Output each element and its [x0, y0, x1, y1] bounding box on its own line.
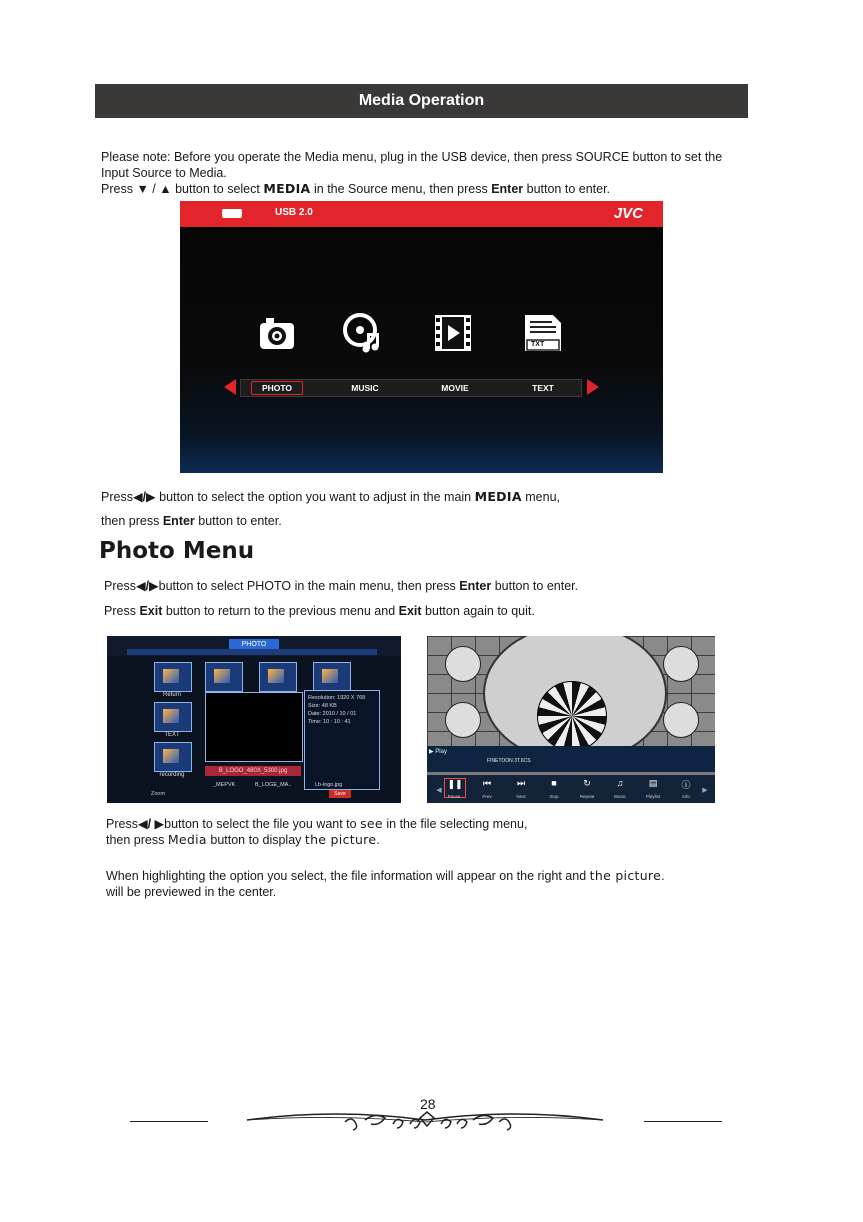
playlist-icon[interactable]: ▤ — [648, 778, 658, 788]
next-icon[interactable]: ⏭ — [516, 778, 526, 788]
file-label[interactable]: B_LOGE_MA.. — [255, 782, 292, 788]
viewer-file-name: FINETOON 3T.6CS — [487, 758, 531, 764]
file-label[interactable]: Lb-logo.jpg — [315, 782, 343, 788]
thumbnail-label: recording — [159, 772, 185, 778]
picture-word: the picture — [304, 832, 377, 847]
select-option-line-2 — [101, 513, 282, 529]
exit-keyword: Exit — [398, 604, 422, 618]
viewer-control-bar — [427, 775, 715, 803]
viewer-left-arrow-icon[interactable]: ◀ — [436, 787, 442, 794]
text: in the Source menu, then press — [310, 182, 492, 196]
page-number: 28 — [420, 1096, 436, 1112]
menu-item-movie[interactable]: MOVIE — [441, 383, 469, 393]
arrow-keys-icon: ◀/▶ — [132, 490, 156, 504]
menu-left-arrow-icon[interactable] — [224, 379, 236, 395]
stop-icon[interactable]: ■ — [551, 778, 557, 788]
camera-icon[interactable] — [257, 313, 297, 353]
text: button to enter. — [194, 514, 282, 528]
info-time: Time: 10 : 10 : 41 — [308, 719, 351, 725]
usb-icon — [222, 209, 242, 218]
file-label[interactable]: _MEPVK — [213, 782, 236, 788]
thumbnail[interactable] — [313, 662, 351, 692]
media-keyword: MEDIA — [474, 489, 522, 504]
highlight-line-2: will be previewed in the center. — [106, 885, 277, 899]
control-label: Repeat — [579, 794, 595, 799]
photo-viewer-screenshot — [427, 636, 715, 803]
text: button to select the file you want to — [164, 817, 361, 831]
see-word: see — [360, 816, 383, 831]
test-pattern-corner — [445, 702, 481, 738]
brand-logo: JVC — [613, 205, 643, 222]
text: button to select the option you want to adjust in the main — [155, 490, 475, 504]
test-pattern-corner — [663, 702, 699, 738]
section-title: Media Operation — [358, 92, 485, 109]
music-icon[interactable]: ♫ — [616, 778, 624, 788]
usb-label: USB 2.0 — [275, 207, 313, 218]
picture-word: the picture — [589, 868, 662, 883]
media-top-bar — [180, 201, 663, 227]
text: Press — [104, 579, 136, 593]
highlight-line-1 — [106, 868, 665, 884]
photo-browser-screenshot — [107, 636, 401, 803]
photo-menu-line-1 — [104, 578, 578, 594]
enter-keyword: Enter — [162, 514, 195, 528]
file-select-line-2 — [106, 832, 380, 848]
text: Press — [101, 182, 137, 196]
intro-line-3 — [101, 181, 610, 197]
control-label: Info — [682, 794, 690, 799]
play-label: Play — [435, 749, 447, 755]
media-keyword: MEDIA — [263, 181, 311, 196]
text: Press — [101, 490, 133, 504]
enter-keyword: Enter — [491, 182, 524, 196]
text: Press — [106, 817, 138, 831]
info-date: Date: 2010 / 10 / 01 — [308, 711, 357, 717]
control-label: Next — [516, 794, 526, 799]
test-pattern-corner — [663, 646, 699, 682]
info-resolution: Resolution: 1920 X 768 — [308, 695, 366, 701]
thumbnail-label: TEXT — [164, 732, 180, 738]
text: . — [661, 869, 665, 883]
media-keyword: Media — [167, 832, 207, 847]
thumbnail-recording[interactable] — [154, 742, 192, 772]
control-label: Pause — [447, 794, 461, 799]
text: in the file selecting menu, — [382, 817, 528, 831]
control-label: Playlist — [645, 794, 661, 799]
text: button to return to the previous menu and — [162, 604, 399, 618]
select-option-line-1 — [101, 489, 560, 505]
test-pattern-corner — [445, 646, 481, 682]
prev-icon[interactable]: ⏮ — [482, 778, 492, 788]
footer-rule-right — [644, 1121, 722, 1122]
text: then press — [106, 833, 168, 847]
menu-item-text[interactable]: TEXT — [532, 383, 554, 393]
section-header — [95, 84, 748, 118]
text: menu, — [521, 490, 561, 504]
thumbnail-return[interactable] — [154, 662, 192, 692]
info-icon[interactable]: ⓘ — [681, 780, 691, 790]
text: then press — [101, 514, 163, 528]
photo-menu-heading: Photo Menu — [99, 538, 255, 564]
film-icon[interactable] — [433, 313, 473, 353]
info-size: Size: 48 KB — [308, 703, 337, 709]
zoom-label[interactable]: Zoom — [151, 791, 166, 797]
thumbnail-text[interactable] — [154, 702, 192, 732]
photo-menu-line-2 — [104, 603, 535, 619]
arrow-keys-icon: ▼ / ▲ — [136, 182, 172, 196]
selected-file-name[interactable]: B_LOGO_480X_5300.jpg — [205, 766, 301, 776]
save-button[interactable]: Save — [329, 790, 351, 798]
file-select-line-1 — [106, 816, 527, 832]
enter-keyword: Enter — [459, 579, 492, 593]
test-pattern-wheel — [537, 681, 607, 751]
file-info-panel — [304, 690, 380, 790]
repeat-icon[interactable]: ↻ — [583, 778, 591, 788]
text: button again to quit. — [421, 604, 535, 618]
arrow-keys-icon: ◀/ ▶ — [137, 817, 165, 831]
menu-item-music[interactable]: MUSIC — [351, 383, 379, 393]
text: button to enter. — [523, 182, 611, 196]
text: When highlighting the option you select, the file information will appear on the right and — [106, 869, 590, 883]
tab-photo[interactable]: PHOTO — [229, 639, 279, 651]
intro-line-1: Please note: Before you operate the Media menu, plug in the USB device, then press SOURCE button to set the — [101, 150, 723, 164]
text: button to select — [171, 182, 264, 196]
txt-badge: TXT — [531, 341, 545, 348]
exit-keyword: Exit — [139, 604, 163, 618]
photo-preview — [205, 692, 303, 762]
pause-icon[interactable]: ❚❚ — [444, 778, 466, 798]
thumbnail[interactable] — [259, 662, 297, 692]
menu-right-arrow-icon[interactable] — [587, 379, 599, 395]
footer-rule-left — [130, 1121, 208, 1122]
viewer-status-bar — [427, 746, 715, 772]
arrow-keys-icon: ◀/▶ — [135, 579, 159, 593]
control-label: Music — [614, 794, 626, 799]
thumbnail[interactable] — [205, 662, 243, 692]
control-label: Prev — [482, 794, 492, 799]
thumbnail-label: Return — [162, 692, 181, 698]
text: . — [376, 833, 380, 847]
intro-line-2: Input Source to Media. — [101, 166, 227, 180]
text: Press — [104, 604, 140, 618]
ornament-flourish-icon — [245, 1106, 605, 1140]
path-bar — [127, 649, 377, 655]
music-disc-icon[interactable] — [343, 313, 383, 353]
text: button to select PHOTO in the main menu, then press — [158, 579, 460, 593]
menu-item-photo[interactable]: PHOTO — [251, 381, 303, 395]
text: button to display — [206, 833, 305, 847]
control-label: Stop — [549, 794, 559, 799]
text: button to enter. — [491, 579, 579, 593]
play-status: ▶ Play — [429, 749, 447, 755]
viewer-right-arrow-icon[interactable]: ▶ — [702, 787, 708, 794]
media-main-menu-screenshot — [180, 201, 663, 473]
